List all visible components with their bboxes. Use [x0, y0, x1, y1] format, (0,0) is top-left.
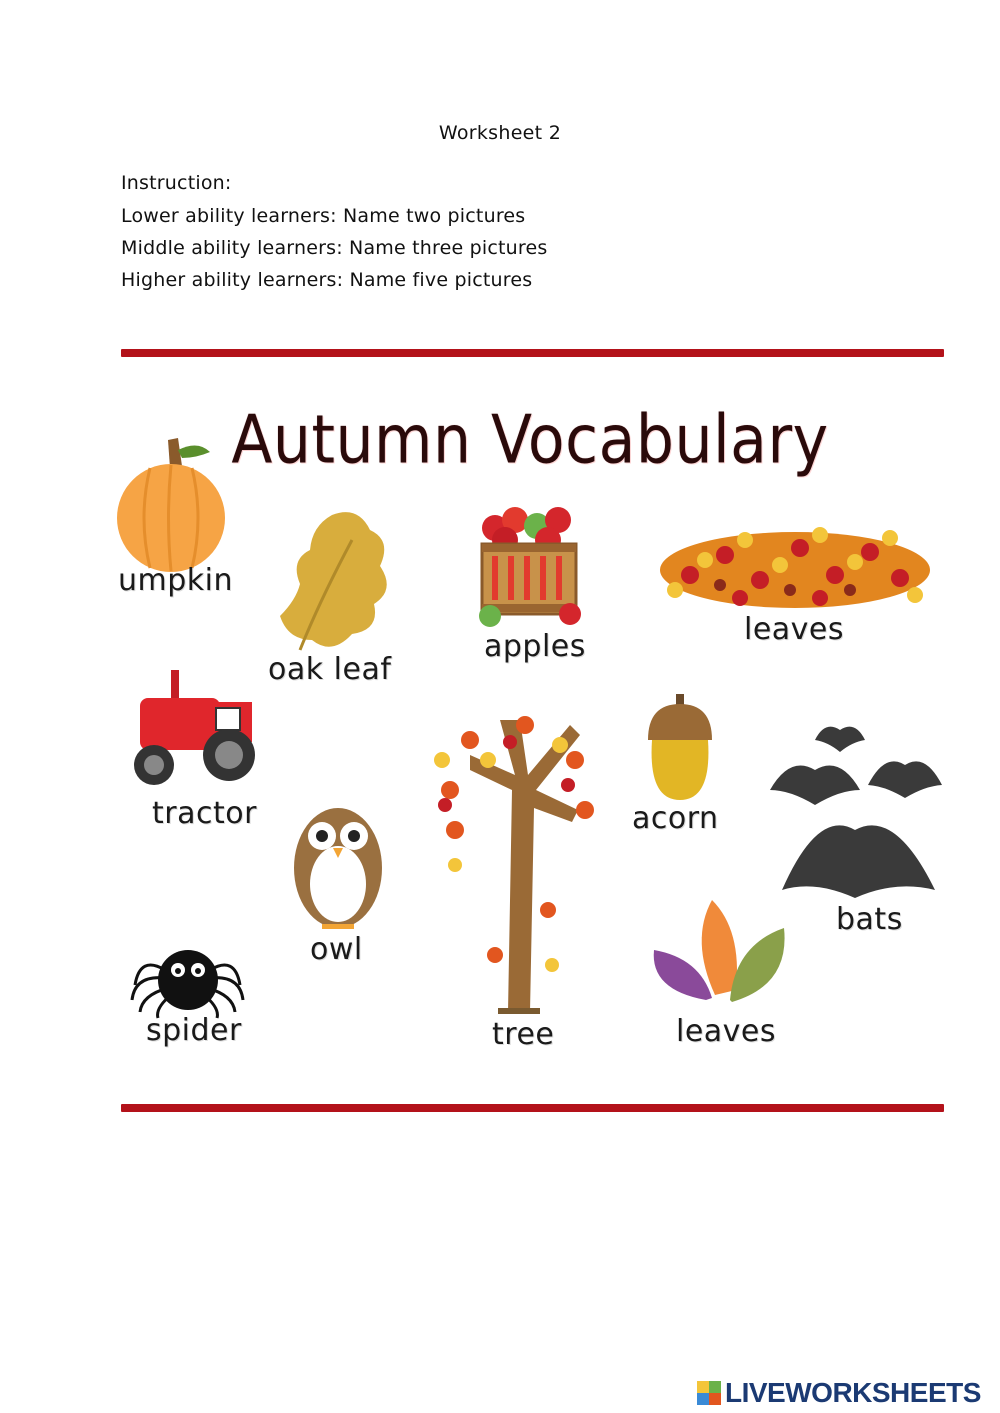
label-apples: apples: [484, 629, 586, 664]
brand-name: LIVEWORKSHEETS: [725, 1377, 981, 1408]
label-tractor: tractor: [152, 796, 257, 831]
label-bats: bats: [836, 902, 903, 937]
label-owl: owl: [310, 932, 363, 967]
bats-icon: [770, 727, 942, 898]
liveworksheets-logo-icon: [697, 1381, 721, 1405]
three-leaves-icon: [654, 900, 785, 1002]
tree-icon: [434, 716, 594, 1014]
label-leaves-pile: leaves: [744, 612, 845, 647]
leaves-pile-icon: [660, 527, 930, 608]
owl-icon: [294, 808, 382, 929]
spider-body: [158, 950, 218, 1010]
acorn-icon: [648, 694, 712, 800]
label-pumpkin: umpkin: [118, 563, 234, 598]
label-acorn: acorn: [632, 801, 719, 836]
instruction-line-lower: Lower ability learners: Name two pictures: [121, 205, 526, 227]
liveworksheets-brand[interactable]: [697, 1378, 981, 1408]
worksheet-title: Worksheet 2: [438, 122, 562, 144]
oak-leaf-icon: [280, 512, 387, 650]
label-tree: tree: [492, 1017, 555, 1052]
tractor-icon: [134, 670, 255, 785]
label-oak-leaf: oak leaf: [268, 652, 392, 687]
label-spider: spider: [146, 1013, 242, 1048]
label-leaves-three: leaves: [676, 1014, 777, 1049]
vocabulary-title: Autumn Vocabulary: [231, 400, 829, 480]
instruction-heading: Instruction:: [121, 172, 232, 194]
instruction-line-higher: Higher ability learners: Name five pictures: [121, 269, 533, 291]
apples-basket-icon: [479, 507, 581, 627]
instruction-line-middle: Middle ability learners: Name three pictures: [121, 237, 548, 259]
